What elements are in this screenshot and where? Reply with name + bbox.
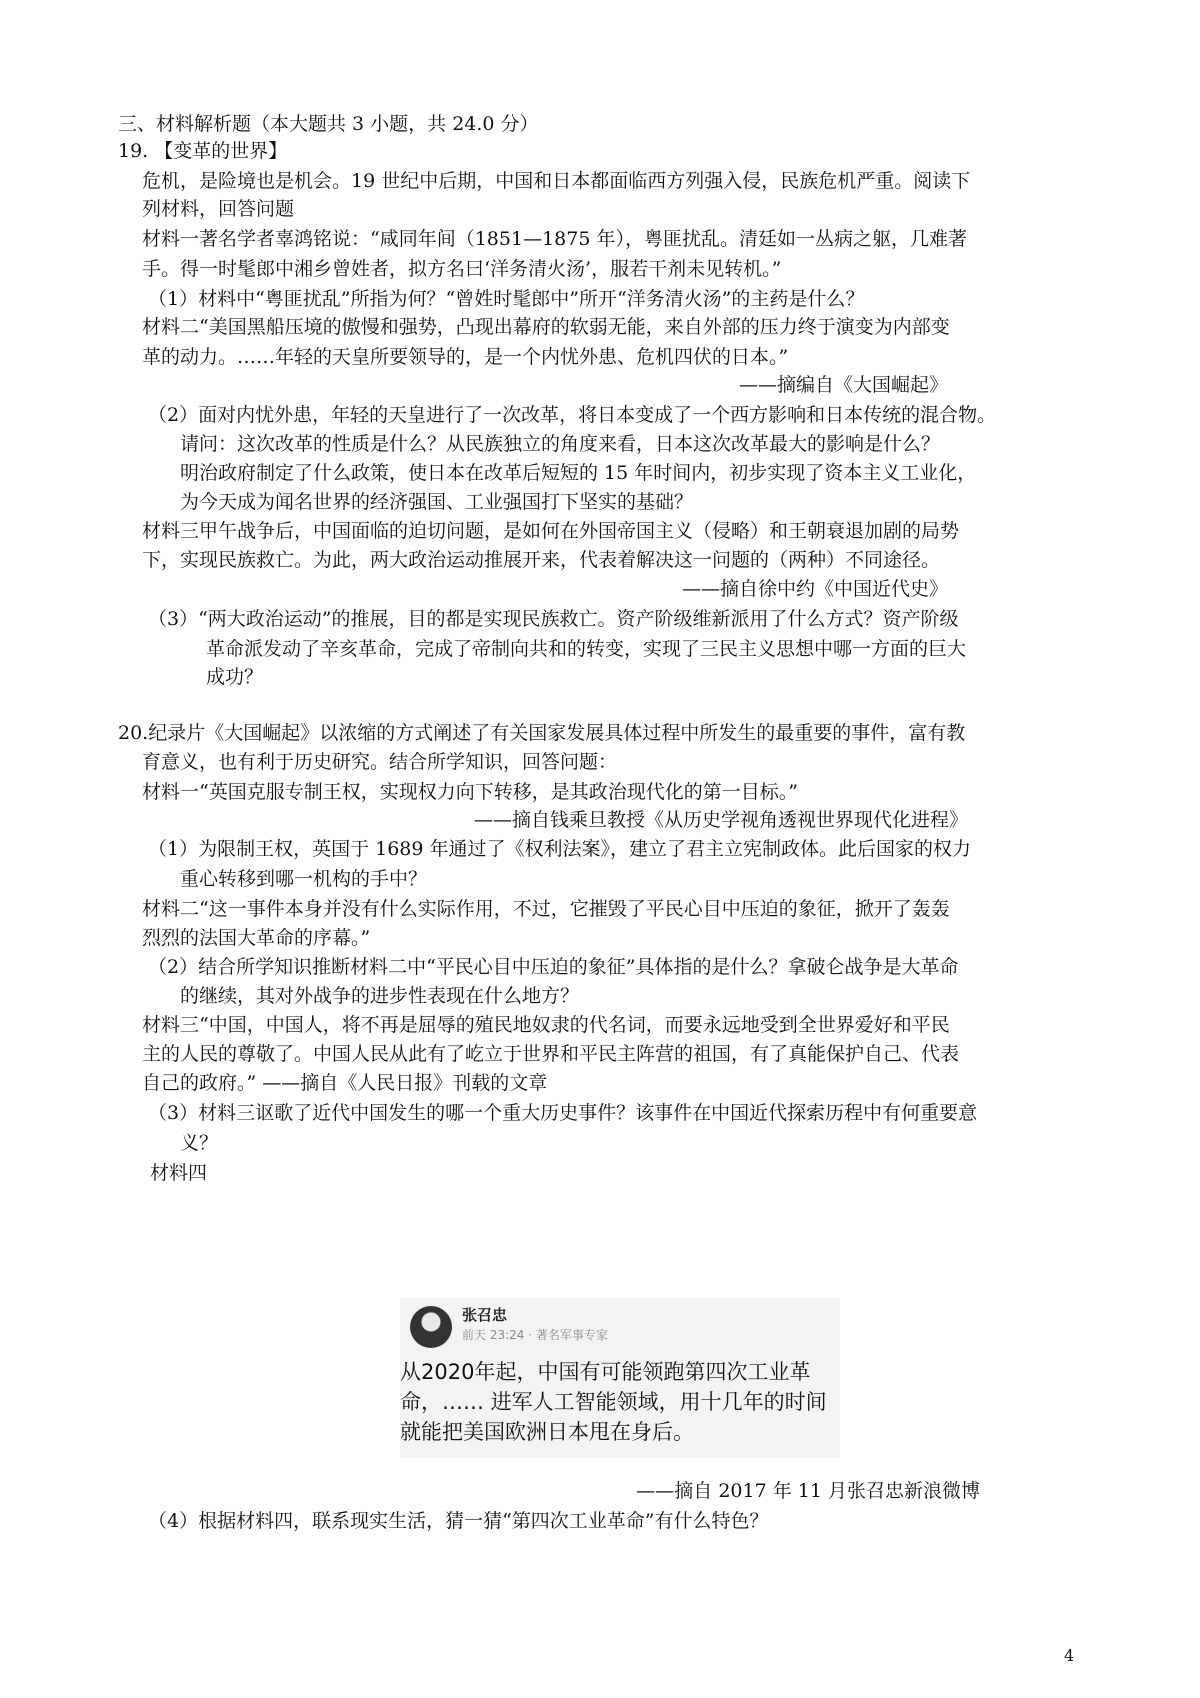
- q19-question-1: （1）材料中“粤匪扰乱”所指为何？“曾姓时髦郎中”所开“洋务清火汤”的主药是什么？: [148, 288, 865, 310]
- q20-material-2: 烈烈的法国大革命的序幕。”: [142, 927, 371, 949]
- q20-question-3: （3）材料三讴歌了近代中国发生的哪一个重大历史事件？该事件在中国近代探索历程中有何重要意: [148, 1102, 978, 1124]
- q19-material-1: 材料一著名学者辜鸿铭说：“咸同年间（1851—1875 年），粤匪扰乱。清廷如一丛病之躯，几难著: [142, 228, 967, 250]
- q20-material-2: 材料二“这一事件本身并没有什么实际作用，不过，它摧毁了平民心目中压迫的象征，掀开了轰轰: [142, 898, 950, 920]
- q19-question-2: （2）面对内忧外患，年轻的天皇进行了一次改革，将日本变成了一个西方影响和日本传统的混合物。: [148, 404, 997, 426]
- q20-intro-line: 20.纪录片《大国崛起》以浓缩的方式阐述了有关国家发展具体过程中所发生的最重要的事件，富有教: [118, 722, 966, 744]
- q20-question-1: （1）为限制王权，英国于 1689 年通过了《权利法案》，建立了君主立宪制政体。此后国家的权力: [148, 838, 972, 860]
- q20-material-1-source: ——摘自钱乘旦教授《从历史学视角透视世界现代化进程》: [473, 809, 968, 831]
- q20-question-1: 重心转移到哪一机构的手中？: [180, 868, 428, 890]
- weibo-post-image: [400, 1298, 840, 1458]
- q19-question-2: 为今天成为闻名世界的经济强国、工业强国打下坚实的基础？: [180, 491, 694, 513]
- q19-material-2-source: ——摘编自《大国崛起》: [738, 374, 948, 396]
- avatar: [410, 1306, 452, 1348]
- q20-question-3: 义？: [180, 1132, 219, 1154]
- q20-material-3: 主的人民的尊敬了。中国人民从此有了屹立于世界和平民主阵营的祖国，有了真能保护自己、代表: [142, 1043, 960, 1065]
- q19-intro-line: 列材料，回答问题: [142, 198, 295, 220]
- q20-intro-line: 育意义，也有利于历史研究。结合所学知识，回答问题：: [142, 751, 618, 773]
- weibo-post-meta: 前天 23:24 · 著名军事专家: [462, 1328, 608, 1342]
- q19-question-2: 请问：这次改革的性质是什么？从民族独立的角度来看，日本这次改革最大的影响是什么？: [180, 433, 941, 455]
- q20-material-3: 自己的政府。” ——摘自《人民日报》刊载的文章: [142, 1072, 548, 1094]
- q19-material-2: 材料二“美国黑船压境的傲慢和强势，凸现出幕府的软弱无能，来自外部的压力终于演变为内部变: [142, 316, 950, 338]
- q19-intro-line: 危机，是险境也是机会。19 世纪中后期，中国和日本都面临西方列强入侵，民族危机严重。阅读下: [142, 170, 971, 192]
- q19-question-3: 革命派发动了辛亥革命，完成了帝制向共和的转变，实现了三民主义思想中哪一方面的巨大: [206, 638, 967, 660]
- q19-question-3: 成功？: [206, 666, 264, 688]
- weibo-author-name: 张召忠: [462, 1306, 508, 1324]
- weibo-post-text: 就能把美国欧洲日本甩在身后。: [400, 1420, 694, 1444]
- weibo-post-text: 命，…… 进军人工智能领域，用十几年的时间: [400, 1390, 827, 1414]
- q20-question-4: （4）根据材料四，联系现实生活，猜一猜“第四次工业革命”有什么特色？: [148, 1510, 769, 1532]
- section-title: 三、材料解析题（本大题共 3 小题，共 24.0 分）: [118, 113, 539, 135]
- q19-question-2: 明治政府制定了什么政策，使日本在改革后短短的 15 年时间内，初步实现了资本主义工业化，: [180, 462, 977, 484]
- q19-material-2: 革的动力。……年轻的天皇所要领导的，是一个内忧外患、危机四伏的日本。”: [142, 346, 789, 368]
- q20-question-2: 的继续，其对外战争的进步性表现在什么地方？: [180, 985, 580, 1007]
- q20-material-3: 材料三“中国，中国人，将不再是屈辱的殖民地奴隶的代名词，而要永远地受到全世界爱好和平民: [142, 1014, 950, 1036]
- q19-question-3: （3）“两大政治运动”的推展，目的都是实现民族救亡。资产阶级维新派用了什么方式？资产阶级: [148, 608, 959, 630]
- q20-question-2: （2）结合所学知识推断材料二中“平民心目中压迫的象征”具体指的是什么？拿破仑战争是大革命: [148, 956, 959, 978]
- q19-title: 19. 【变革的世界】: [118, 140, 288, 162]
- q19-material-3: 下，实现民族救亡。为此，两大政治运动推展开来，代表着解决这一问题的（两种）不同途径。: [142, 549, 941, 571]
- q19-material-3: 材料三甲午战争后，中国面临的迫切问题，是如何在外国帝国主义（侵略）和王朝衰退加剧的局势: [142, 520, 960, 542]
- q20-material-1: 材料一“英国克服专制王权，实现权力向下转移，是其政治现代化的第一目标。”: [142, 781, 798, 803]
- q20-material-4-label: 材料四: [150, 1162, 208, 1184]
- q19-material-3-source: ——摘自徐中约《中国近代史》: [681, 578, 948, 600]
- weibo-post-text: 从2020年起，中国有可能领跑第四次工业革: [400, 1360, 811, 1384]
- q19-material-1: 手。得一时髦郎中湘乡曾姓者，拟方名曰‘洋务清火汤’，服若干剂未见转机。”: [142, 258, 782, 280]
- q20-material-4-source: ——摘自 2017 年 11 月张召忠新浪微博: [636, 1480, 980, 1502]
- page-number: 4: [1064, 1646, 1075, 1665]
